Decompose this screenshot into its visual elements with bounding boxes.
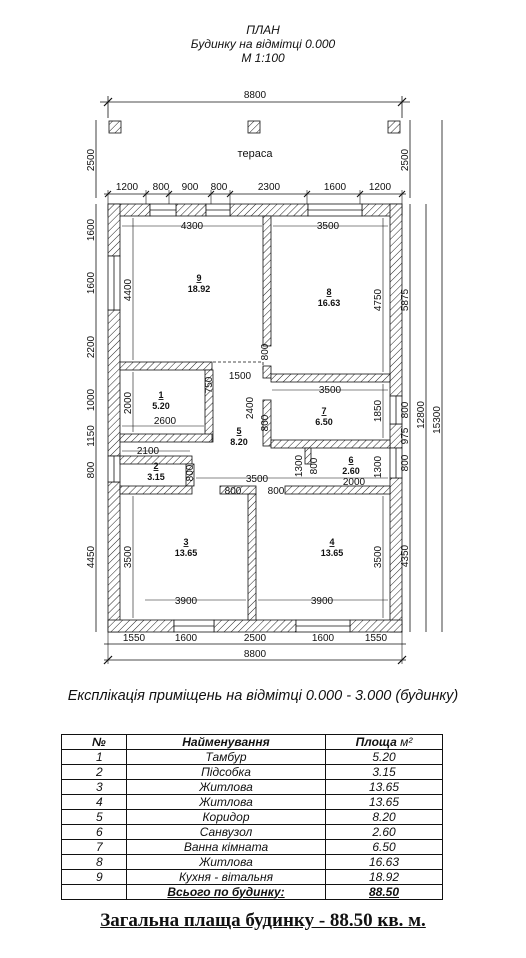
dim-door-800: 800 bbox=[224, 486, 242, 497]
dim-top-seg: 800 bbox=[210, 182, 228, 193]
cell-name: Житлова bbox=[127, 780, 326, 795]
table-row bbox=[62, 795, 443, 810]
svg-text:5: 5 bbox=[236, 426, 242, 436]
cell-name: Кухня - вітальня bbox=[127, 870, 326, 885]
dim-r4-width: 3900 bbox=[310, 596, 334, 607]
cell-name: Санвузол bbox=[127, 825, 326, 840]
svg-text:5.20: 5.20 bbox=[152, 401, 170, 411]
cell-area: 5.20 bbox=[326, 750, 443, 765]
dim-corr-3500: 3500 bbox=[245, 474, 269, 485]
dim-top-seg: 1600 bbox=[323, 182, 347, 193]
dim-overall-top bbox=[100, 90, 410, 118]
cell-num: 3 bbox=[62, 780, 127, 795]
svg-text:4: 4 bbox=[329, 537, 335, 547]
svg-text:5875: 5875 bbox=[400, 288, 411, 312]
total-label: Всього по будинку: bbox=[127, 885, 326, 900]
cell-name: Тамбур bbox=[127, 750, 326, 765]
svg-text:4450: 4450 bbox=[86, 545, 97, 569]
cell-num: 8 bbox=[62, 855, 127, 870]
plan-subtitle: Будинку на відмітці 0.000 bbox=[190, 37, 336, 51]
table-row bbox=[62, 825, 443, 840]
table-row bbox=[62, 870, 443, 885]
dim-r4-height: 3500 bbox=[373, 545, 384, 569]
col-name-header: Найменування bbox=[127, 735, 326, 750]
dim-door-800: 800 bbox=[260, 343, 271, 361]
dim-corr-1500: 1500 bbox=[228, 371, 252, 382]
cell-area: 2.60 bbox=[326, 825, 443, 840]
cell-area: 8.20 bbox=[326, 810, 443, 825]
room-label-4 bbox=[321, 537, 344, 558]
dim-r1-height: 2000 bbox=[123, 391, 134, 415]
svg-text:7: 7 bbox=[321, 406, 327, 416]
cell-area: 13.65 bbox=[326, 780, 443, 795]
cell-name: Підсобка bbox=[127, 765, 326, 780]
cell-area: 16.63 bbox=[326, 855, 443, 870]
svg-text:13.65: 13.65 bbox=[320, 548, 344, 558]
dim-r3-height: 3500 bbox=[123, 545, 134, 569]
dim-r8-height: 4750 bbox=[373, 288, 384, 312]
cell-num: 1 bbox=[62, 750, 127, 765]
terrace-post bbox=[109, 121, 121, 133]
total-area-summary: Загальна плаща будинку - 88.50 кв. м. bbox=[100, 910, 426, 931]
dim-right-segments bbox=[400, 120, 443, 632]
dim-top-seg: 800 bbox=[152, 182, 170, 193]
dim-terrace-depth: 2500 bbox=[86, 148, 97, 172]
dim-top-seg: 2300 bbox=[257, 182, 281, 193]
dim-corr-2400: 2400 bbox=[245, 396, 256, 420]
dim-r6-2000: 2000 bbox=[342, 477, 366, 488]
dim-r6-1300: 1300 bbox=[294, 454, 305, 478]
dim-r2-800: 800 bbox=[185, 464, 196, 482]
room-label-9 bbox=[188, 273, 211, 294]
dim-r3-width: 3900 bbox=[174, 596, 198, 607]
dim-r8-width: 3500 bbox=[316, 221, 340, 232]
dim-left-segments bbox=[86, 204, 97, 632]
cell-name: Коридор bbox=[127, 810, 326, 825]
plan-title: ПЛАН bbox=[246, 23, 280, 37]
svg-text:8: 8 bbox=[326, 287, 332, 297]
cell-num: 6 bbox=[62, 825, 127, 840]
svg-text:2200: 2200 bbox=[86, 335, 97, 359]
dim-overall-width-bottom: 8800 bbox=[243, 649, 267, 660]
dim-r6-1300: 1300 bbox=[373, 455, 384, 479]
terrace-post bbox=[248, 121, 260, 133]
room-label-6 bbox=[342, 455, 360, 476]
svg-text:4350: 4350 bbox=[400, 544, 411, 568]
cell-area: 13.65 bbox=[326, 795, 443, 810]
svg-text:3: 3 bbox=[183, 537, 189, 547]
svg-text:1: 1 bbox=[158, 390, 164, 400]
table-row bbox=[62, 810, 443, 825]
dim-top-seg: 900 bbox=[181, 182, 199, 193]
svg-text:1000: 1000 bbox=[86, 388, 97, 412]
room-label-3 bbox=[175, 537, 198, 558]
cell-name: Ванна кімната bbox=[127, 840, 326, 855]
table-row bbox=[62, 840, 443, 855]
table-total-row bbox=[62, 885, 443, 900]
svg-text:1150: 1150 bbox=[86, 425, 97, 447]
table-row bbox=[62, 855, 443, 870]
room-label-1 bbox=[152, 390, 170, 411]
dim-terrace-depth-right: 2500 bbox=[400, 148, 411, 172]
dim-corr-750: 750 bbox=[204, 376, 215, 394]
dim-r7-width: 3500 bbox=[318, 385, 342, 396]
terrace-post bbox=[388, 121, 400, 133]
cell-num: 2 bbox=[62, 765, 127, 780]
room-label-5 bbox=[230, 426, 248, 447]
svg-text:13.65: 13.65 bbox=[174, 548, 198, 558]
svg-text:2.60: 2.60 bbox=[342, 466, 360, 476]
svg-text:800: 800 bbox=[86, 461, 97, 479]
floor-plan bbox=[0, 80, 526, 680]
cell-name: Житлова bbox=[127, 855, 326, 870]
col-num-header: № bbox=[62, 735, 127, 750]
terrace-label: тераса bbox=[237, 148, 273, 160]
dim-overall-width: 8800 bbox=[243, 90, 267, 101]
dim-top-segments bbox=[104, 182, 406, 204]
table-row bbox=[62, 780, 443, 795]
svg-text:1600: 1600 bbox=[86, 218, 97, 242]
cell-num: 9 bbox=[62, 870, 127, 885]
room-label-7 bbox=[315, 406, 333, 427]
cell-area: 3.15 bbox=[326, 765, 443, 780]
cell-area: 18.92 bbox=[326, 870, 443, 885]
svg-text:1600: 1600 bbox=[174, 633, 198, 644]
svg-text:18.92: 18.92 bbox=[187, 284, 211, 294]
dim-top-seg: 1200 bbox=[368, 182, 392, 193]
svg-text:800: 800 bbox=[400, 401, 411, 419]
svg-text:1550: 1550 bbox=[122, 633, 146, 644]
svg-text:1600: 1600 bbox=[86, 271, 97, 295]
dim-r2-width: 2100 bbox=[136, 446, 160, 457]
cell-num: 5 bbox=[62, 810, 127, 825]
dim-r6-800: 800 bbox=[309, 457, 320, 475]
cell-name: Житлова bbox=[127, 795, 326, 810]
svg-text:975: 975 bbox=[400, 427, 411, 445]
svg-text:800: 800 bbox=[400, 454, 411, 472]
plan-scale: М 1:100 bbox=[241, 51, 285, 65]
dim-r9-height: 4400 bbox=[123, 278, 134, 302]
room-label-8 bbox=[318, 287, 341, 308]
col-area-header: Площа м² bbox=[326, 735, 443, 750]
dim-r9-width: 4300 bbox=[180, 221, 204, 232]
table-header-row bbox=[62, 735, 443, 750]
dim-house-height: 12800 bbox=[416, 401, 427, 429]
svg-text:1600: 1600 bbox=[311, 633, 335, 644]
svg-text:6.50: 6.50 bbox=[315, 417, 333, 427]
cell-num: 7 bbox=[62, 840, 127, 855]
dim-r7-800: 800 bbox=[260, 414, 271, 432]
svg-text:9: 9 bbox=[196, 273, 202, 283]
svg-text:3.15: 3.15 bbox=[147, 472, 165, 482]
table-row bbox=[62, 765, 443, 780]
table-row bbox=[62, 750, 443, 765]
svg-text:2500: 2500 bbox=[243, 633, 267, 644]
explication-title: Експлікація приміщень на відмітці 0.000 - 3.000 (будинку) bbox=[67, 688, 459, 704]
svg-text:8.20: 8.20 bbox=[230, 437, 248, 447]
dim-door-800: 800 bbox=[267, 486, 285, 497]
dim-top-seg: 1200 bbox=[115, 182, 139, 193]
svg-text:6: 6 bbox=[348, 455, 354, 465]
cell-area: 6.50 bbox=[326, 840, 443, 855]
dim-total-height: 15300 bbox=[432, 406, 443, 434]
explication-table bbox=[61, 734, 443, 900]
cell-num: 4 bbox=[62, 795, 127, 810]
dim-r1-width: 2600 bbox=[153, 416, 177, 427]
svg-text:1550: 1550 bbox=[364, 633, 388, 644]
dim-bottom-segments bbox=[104, 632, 406, 664]
svg-text:16.63: 16.63 bbox=[317, 298, 341, 308]
dim-r7-height: 1850 bbox=[373, 399, 384, 423]
svg-text:2: 2 bbox=[153, 461, 159, 471]
total-value: 88.50 bbox=[326, 885, 443, 900]
